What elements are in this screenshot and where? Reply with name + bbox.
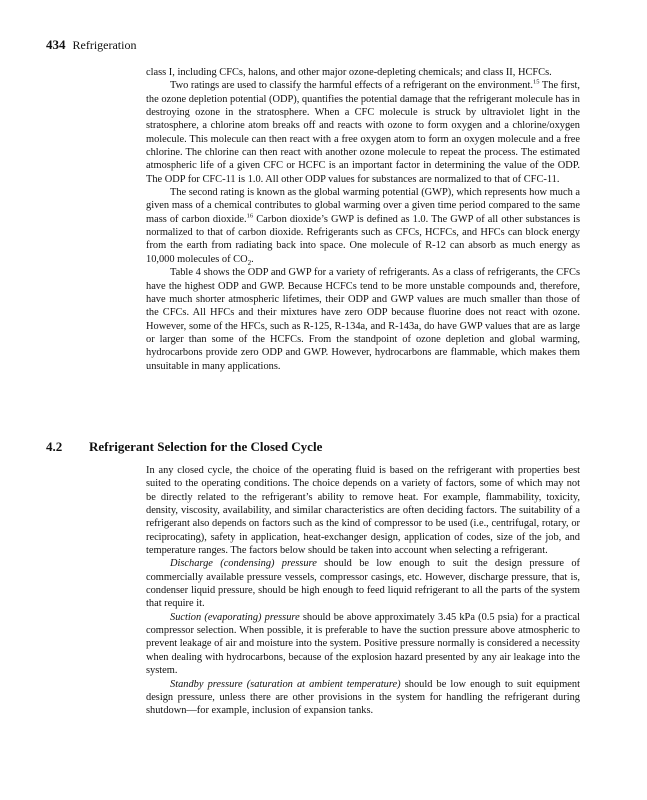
paragraph-class-list [146,66,580,79]
paragraph-text: should be low enough to suit the design pressure of commercially available pressure vessels, compressor casings, etc. However, discharge pressure, that is, condenser liquid pressure, should be high enough to feed liquid refrigerant to all the parts of the system that require it. [146,558,580,610]
footnote-ref-15: 15 [532,78,540,86]
paragraph-discharge [146,557,580,610]
body-text-section [146,464,580,718]
section-title: Refrigerant Selection for the Closed Cycle [89,439,323,454]
term-standby: Standby pressure (saturation at ambient temperature) [170,678,401,690]
paragraph-closed-cycle [146,464,580,557]
paragraph-text: In any closed cycle, the choice of the operating fluid is based on the refrigerant with properties best suited to the operating conditions. The choice depends on a variety of factors, some of which may not be directly related to the refrigerant’s ability to remove heat. For example, flammability, toxicity, density, viscosity, availability, and similar characteristics are often deciding factors. The suitability of a refrigerant also depends on factors such as the kind of compressor to be used (i.e., centrifugal, rotary, or reciprocating), safety in application, heat-exchanger design, application of codes, size of the job, and temperature ranges. The factors below should be taken into account when selecting a refrigerant. [146,465,580,557]
body-text-top [146,66,580,373]
paragraph-text: Two ratings are used to classify the harmful effects of a refrigerant on the environment. [170,80,533,92]
section-heading [46,439,322,455]
paragraph-text: . [251,253,254,265]
term-discharge: Discharge (condensing) pressure [170,558,317,570]
paragraph-text: class I, including CFCs, halons, and other major ozone-depleting chemicals; and class II, HCFCs. [146,67,552,78]
footnote-ref-16: 16 [246,212,254,220]
paragraph-gwp [146,186,580,266]
paragraph-table4 [146,266,580,373]
paragraph-text: should be low enough to suit equipment design pressure, unless there are other provisions in the system for handling the refrigerant during shutdown—for example, inclusion of expansion tanks. [146,678,580,717]
paragraph-odp [146,79,580,186]
term-suction: Suction (evaporating) pressure [170,611,300,623]
page-number: 434 [46,37,66,52]
paragraph-text: Table 4 shows the ODP and GWP for a variety of refrigerants. As a class of refrigerants, the CFCs have the highest ODP and GWP. Because HCFCs tend to be more unstable compounds and, therefore, have much shorter atmospheric lifetimes, their ODP and GWP values are much smaller than those of the CFCs. All HFCs and their mixtures have zero ODP because fluorine does not react with ozone. However, some of the HFCs, such as R-125, R-134a, and R-143a, do have GWP values that are as large or larger than some of the HCFCs. From the standpoint of ozone depletion and global warming, hydrocarbons provide zero ODP and GWP. However, hydrocarbons are flammable, which makes them unsuitable in many applications. [146,267,580,372]
paragraph-suction [146,611,580,678]
paragraph-text: The second rating is known as the global warming potential (GWP), which represents how much a given mass of a chemical contributes to global warming over a given time period compared to the same mass of carbon dioxide. [146,187,580,225]
paragraph-text: The first, the ozone depletion potential (ODP), quantifies the potential damage that the refrigerant molecule has in destroying ozone in the stratosphere. When a CFC molecule is struck by ultraviolet light in the stratosphere, a chlorine atom breaks off and reacts with ozone to form oxygen and a chlorine/oxygen molecule. This molecule can then react with a free oxygen atom to form an oxygen molecule and a free chlorine. The chlorine can then react with another ozone molecule to repeat the process. The estimated atmospheric life of a given CFC or HCFC is an important factor in determining the value of the ODP. The ODP for CFC-11 is 1.0. All other ODP values for substances are normalized to that of CFC-11. [146,80,580,185]
section-number: 4.2 [46,439,63,454]
subscript-2: 2 [247,258,252,267]
paragraph-text: Carbon dioxide’s GWP is defined as 1.0. The GWP of all other substances is normalized to that of carbon dioxide. Refrigerants such as CFCs, HCFCs, and HFCs can block energy from the earth from radiating back into space. One molecule of R-12 can absorb as much energy as 10,000 molecules of CO [146,213,581,265]
running-head [46,37,136,53]
running-title: Refrigeration [72,38,137,52]
paragraph-standby [146,678,580,718]
paragraph-text: should be above approximately 3.45 kPa (0.5 psia) for a practical compressor selection. When possible, it is preferable to have the suction pressure above atmospheric to prevent leakage of air and moisture into the system. Positive pressure normally is considered a necessity when dealing with hydrocarbons, because of the explosion hazard presented by any air leakage into the system. [146,611,581,677]
